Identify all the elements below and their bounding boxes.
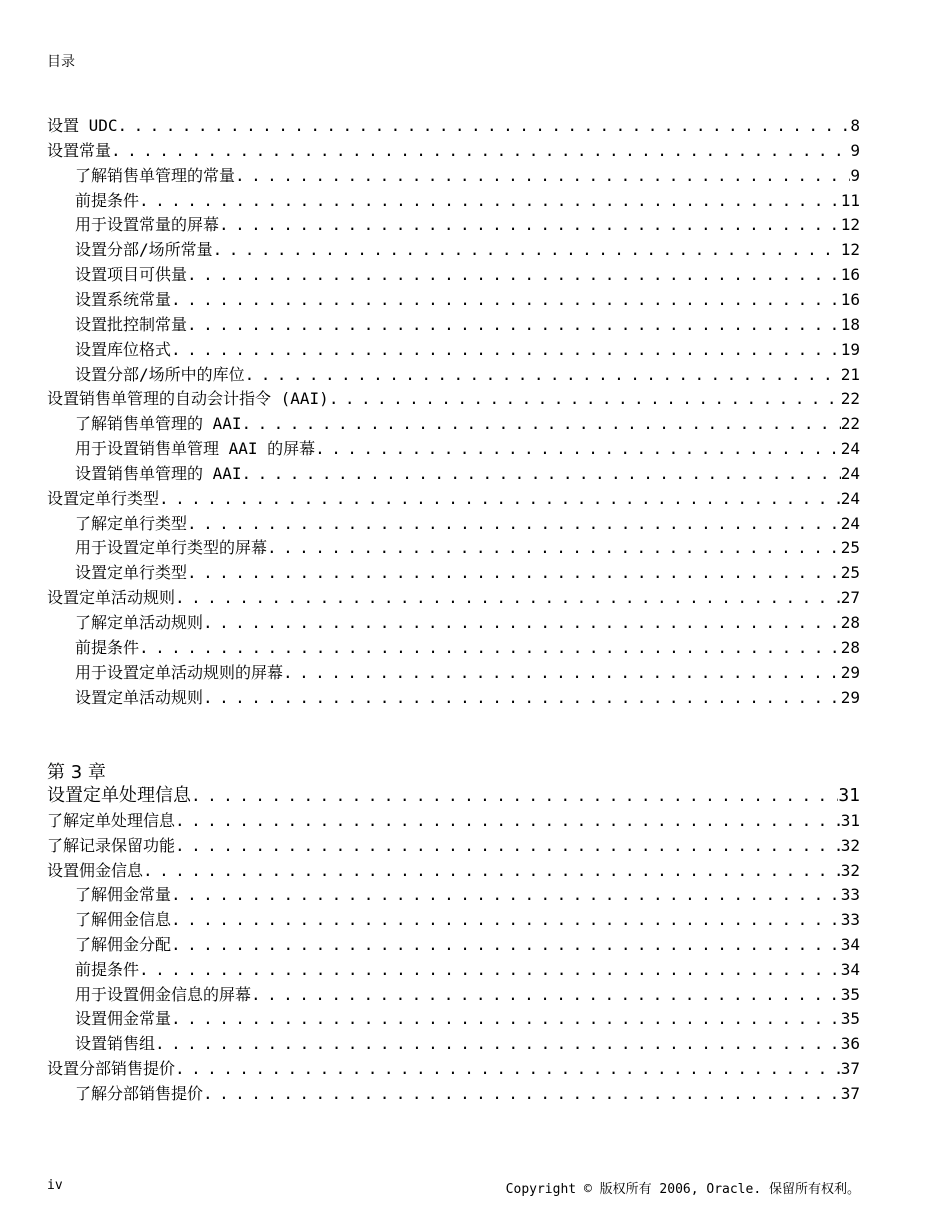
dot-leader [171, 885, 841, 905]
toc-entry-page-number: 11 [840, 190, 860, 210]
toc-entry[interactable] [47, 137, 860, 161]
toc-entry-title: 设置定单行类型 [75, 563, 188, 583]
dot-leader [139, 191, 841, 211]
toc-entry-page-number: 32 [840, 835, 860, 855]
chapter-title: 设置定单处理信息 [47, 785, 191, 806]
toc-entry[interactable] [75, 410, 860, 434]
chapter-label: 第 3 章 [47, 762, 106, 783]
dot-leader [187, 563, 841, 583]
dot-leader [203, 1084, 841, 1104]
toc-entry[interactable] [75, 906, 860, 930]
toc-entry-title: 用于设置定单活动规则的屏幕 [75, 662, 284, 682]
toc-entry-page-number: 32 [840, 860, 860, 880]
toc-entry-page-number: 24 [840, 488, 860, 508]
toc-entry-page-number: 36 [840, 1034, 860, 1054]
dot-leader [219, 215, 841, 235]
toc-entry[interactable] [75, 261, 860, 285]
toc-entry[interactable] [47, 112, 860, 136]
toc-entry-title: 前提条件 [75, 959, 140, 979]
dot-leader [242, 414, 841, 434]
toc-entry[interactable] [75, 236, 860, 260]
toc-entry-page-number: 21 [840, 364, 860, 384]
toc-entry[interactable] [75, 162, 860, 186]
toc-entry-page-number: 35 [840, 1009, 860, 1029]
dot-leader [187, 514, 841, 534]
dot-leader [187, 315, 841, 335]
dot-leader [143, 861, 841, 881]
dot-leader [283, 663, 841, 683]
toc-entry[interactable] [75, 559, 860, 583]
dot-leader [139, 638, 841, 658]
toc-entry[interactable] [47, 385, 860, 409]
dot-leader [245, 365, 841, 385]
dot-leader [213, 240, 841, 260]
toc-entry-title: 设置分部销售提价 [47, 1059, 176, 1078]
dot-leader [171, 340, 841, 360]
toc-entry-title: 设置佣金信息 [47, 860, 144, 880]
toc-entry-title: 设置销售单管理的 AAI [75, 463, 242, 483]
toc-entry-title: 了解定单行类型 [75, 513, 188, 533]
toc-entry[interactable] [47, 485, 860, 509]
toc-entry-page-number: 18 [840, 314, 860, 334]
toc-entry-title: 了解佣金常量 [75, 885, 172, 905]
toc-entry-title: 设置定单活动规则 [47, 588, 176, 608]
toc-entry-title: 设置销售组 [75, 1034, 156, 1054]
dot-leader [171, 290, 841, 310]
toc-entry[interactable] [75, 1080, 860, 1104]
toc-entry-page-number: 25 [840, 538, 860, 558]
toc-entry[interactable] [75, 311, 860, 335]
toc-entry-page-number: 16 [840, 265, 860, 285]
dot-leader [175, 836, 841, 856]
toc-entry-title: 设置系统常量 [75, 289, 172, 309]
toc-entry-page-number: 8 [850, 116, 860, 135]
toc-entry-title: 了解分部销售提价 [75, 1083, 204, 1103]
dot-leader [155, 1034, 841, 1054]
chapter-page-number: 31 [838, 785, 860, 806]
toc-entry-title: 了解定单处理信息 [47, 811, 176, 830]
toc-entry[interactable] [75, 187, 860, 211]
toc-entry-page-number: 28 [840, 637, 860, 657]
toc-entry[interactable] [75, 510, 860, 534]
toc-entry[interactable] [47, 807, 860, 831]
toc-entry[interactable] [75, 435, 860, 459]
dot-leader [139, 960, 841, 980]
toc-entry-title: 设置分部/场所中的库位 [75, 364, 245, 384]
toc-entry[interactable] [47, 1055, 860, 1079]
dot-leader [175, 811, 841, 831]
toc-entry-title: 设置定单活动规则 [75, 687, 204, 707]
footer-page-number: iv [47, 1178, 63, 1193]
dot-leader [267, 538, 841, 558]
dot-leader [242, 464, 841, 484]
toc-entry[interactable] [75, 881, 860, 905]
toc-entry[interactable] [75, 1030, 860, 1054]
dot-leader [251, 985, 841, 1005]
toc-entry-title: 设置常量 [47, 140, 112, 160]
toc-entry-page-number: 12 [840, 215, 860, 235]
toc-entry-title: 设置定单行类型 [47, 488, 160, 508]
dot-leader [171, 910, 841, 930]
toc-entry-page-number: 27 [840, 588, 860, 608]
toc-entry-page-number: 31 [840, 811, 860, 830]
toc-entry-page-number: 24 [840, 463, 860, 483]
toc-entry[interactable] [75, 659, 860, 683]
toc-entry-title: 了解佣金信息 [75, 910, 172, 930]
chapter-title-entry[interactable] [47, 782, 860, 806]
toc-entry-page-number: 16 [840, 289, 860, 309]
dot-leader [171, 935, 841, 955]
toc-entry-title: 了解定单活动规则 [75, 613, 204, 632]
toc-entry[interactable] [75, 931, 860, 955]
toc-entry-title: 设置销售单管理的自动会计指令 (AAI) [47, 389, 329, 409]
dot-leader [175, 1059, 841, 1079]
toc-entry[interactable] [75, 460, 860, 484]
dot-leader [235, 166, 850, 186]
toc-entry-page-number: 37 [840, 1059, 860, 1078]
dot-leader [159, 489, 841, 509]
toc-entry-page-number: 24 [840, 513, 860, 533]
toc-entry[interactable] [75, 956, 860, 980]
toc-entry-page-number: 34 [840, 959, 860, 979]
dot-leader [329, 389, 841, 409]
toc-entry-title: 了解记录保留功能 [47, 835, 176, 855]
toc-entry[interactable] [75, 361, 860, 385]
toc-entry-page-number: 22 [840, 389, 860, 409]
dot-leader [191, 786, 838, 806]
toc-entry-title: 前提条件 [75, 637, 140, 657]
footer-copyright: Copyright © 版权所有 2006, Oracle. 保留所有权利。 [505, 1182, 860, 1197]
dot-leader [187, 265, 841, 285]
toc-entry-title: 设置 UDC [47, 116, 118, 135]
toc-entry[interactable] [75, 286, 860, 310]
toc-entry-page-number: 25 [840, 563, 860, 583]
toc-entry[interactable] [47, 857, 860, 881]
dot-leader [111, 141, 850, 161]
toc-entry[interactable] [75, 211, 860, 235]
toc-entry-title: 前提条件 [75, 190, 140, 210]
toc-entry-title: 用于设置佣金信息的屏幕 [75, 984, 252, 1004]
toc-entry-page-number: 24 [840, 439, 860, 459]
dot-leader [175, 588, 841, 608]
toc-entry[interactable] [47, 832, 860, 856]
toc-entry[interactable] [75, 336, 860, 360]
toc-entry-page-number: 29 [840, 662, 860, 682]
toc-entry-title: 了解佣金分配 [75, 935, 172, 954]
dot-leader [203, 613, 841, 633]
toc-entry-page-number: 19 [840, 339, 860, 359]
toc-entry-page-number: 9 [850, 140, 860, 160]
toc-entry-title: 用于设置定单行类型的屏幕 [75, 538, 268, 558]
toc-entry[interactable] [47, 584, 860, 608]
dot-leader [315, 439, 841, 459]
toc-entry-title: 用于设置销售单管理 AAI 的屏幕 [75, 439, 316, 459]
toc-entry[interactable] [75, 684, 860, 708]
toc-entry-title: 设置项目可供量 [75, 265, 188, 285]
page-header: 目录 [47, 54, 75, 70]
toc-entry[interactable] [75, 534, 860, 558]
toc-entry-title: 设置库位格式 [75, 339, 172, 359]
toc-entry-title: 了解销售单管理的 AAI [75, 414, 242, 434]
toc-entry-title: 了解销售单管理的常量 [75, 165, 236, 185]
toc-entry-title: 设置批控制常量 [75, 314, 188, 334]
toc-entry-page-number: 35 [840, 984, 860, 1004]
toc-entry-title: 用于设置常量的屏幕 [75, 215, 220, 235]
toc-entry-page-number: 12 [840, 240, 860, 260]
toc-entry-page-number: 9 [850, 165, 860, 185]
dot-leader [118, 116, 851, 136]
dot-leader [203, 688, 841, 708]
toc-entry-page-number: 34 [840, 935, 860, 954]
toc-entry-page-number: 22 [840, 414, 860, 434]
toc-entry[interactable] [75, 981, 860, 1005]
toc-entry-title: 设置分部/场所常量 [75, 240, 213, 260]
toc-entry[interactable] [75, 609, 860, 633]
toc-entry-page-number: 33 [840, 885, 860, 905]
toc-entry[interactable] [75, 634, 860, 658]
toc-entry-page-number: 37 [840, 1083, 860, 1103]
toc-entry-page-number: 33 [840, 910, 860, 930]
toc-entry-page-number: 29 [840, 687, 860, 707]
toc-entry-title: 设置佣金常量 [75, 1009, 172, 1029]
dot-leader [171, 1009, 841, 1029]
toc-entry-page-number: 28 [840, 613, 860, 632]
toc-entry[interactable] [75, 1005, 860, 1029]
